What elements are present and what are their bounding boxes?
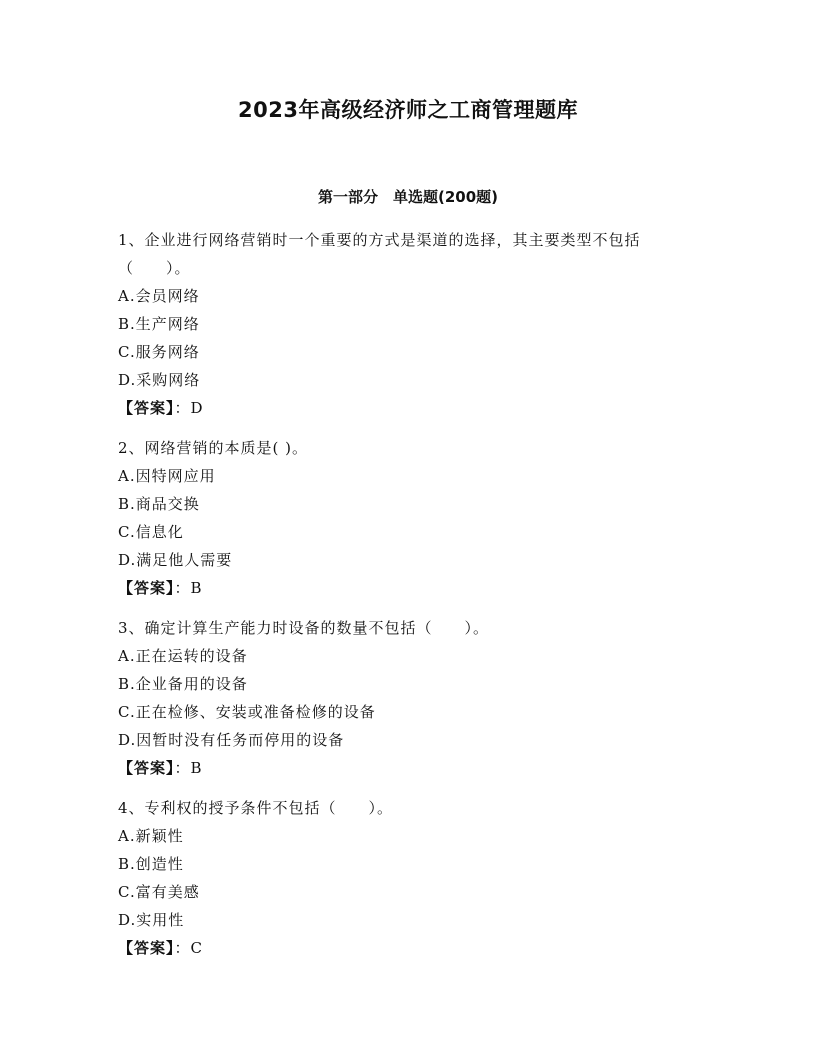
option-b: B.创造性: [118, 855, 184, 873]
option-c: C.富有美感: [118, 883, 200, 901]
answer-value: ：C: [174, 939, 203, 957]
question-3: [118, 614, 698, 782]
option-a: A.正在运转的设备: [118, 647, 248, 665]
option-d: D.实用性: [118, 911, 185, 929]
question-stem: 1、企业进行网络营销时一个重要的方式是渠道的选择，其主要类型不包括（ ）。: [118, 231, 641, 277]
option-b: B.企业备用的设备: [118, 675, 248, 693]
answer-value: ：B: [174, 759, 203, 777]
option-c: C.正在检修、安装或准备检修的设备: [118, 703, 376, 721]
option-b: B.生产网络: [118, 315, 200, 333]
answer-line: [118, 934, 698, 962]
answer-label: 【答案】: [118, 759, 175, 777]
answer-line: [118, 754, 698, 782]
document-title: 2023年高级经济师之工商管理题库: [238, 98, 578, 122]
question-stem: 3、确定计算生产能力时设备的数量不包括（ ）。: [118, 619, 490, 637]
option-a: A.会员网络: [118, 287, 200, 305]
option-d: D.满足他人需要: [118, 551, 233, 569]
option-c: C.服务网络: [118, 343, 200, 361]
question-1: [118, 226, 698, 422]
option-d: D.采购网络: [118, 371, 201, 389]
option-c: C.信息化: [118, 523, 184, 541]
option-d: D.因暂时没有任务而停用的设备: [118, 731, 345, 749]
question-2: [118, 434, 698, 602]
option-b: B.商品交换: [118, 495, 200, 513]
question-stem: 4、专利权的授予条件不包括（ ）。: [118, 799, 394, 817]
section-title: 第一部分 单选题(200题): [317, 188, 499, 206]
option-a: A.新颖性: [118, 827, 184, 845]
answer-value: ：B: [174, 579, 203, 597]
answer-label: 【答案】: [118, 579, 175, 597]
question-4: [118, 794, 698, 962]
question-stem: 2、网络营销的本质是( )。: [118, 439, 309, 457]
answer-value: ：D: [174, 399, 204, 417]
answer-line: [118, 394, 698, 422]
answer-line: [118, 574, 698, 602]
answer-label: 【答案】: [118, 939, 175, 957]
answer-label: 【答案】: [118, 399, 175, 417]
question-list: [118, 226, 698, 974]
option-a: A.因特网应用: [118, 467, 216, 485]
